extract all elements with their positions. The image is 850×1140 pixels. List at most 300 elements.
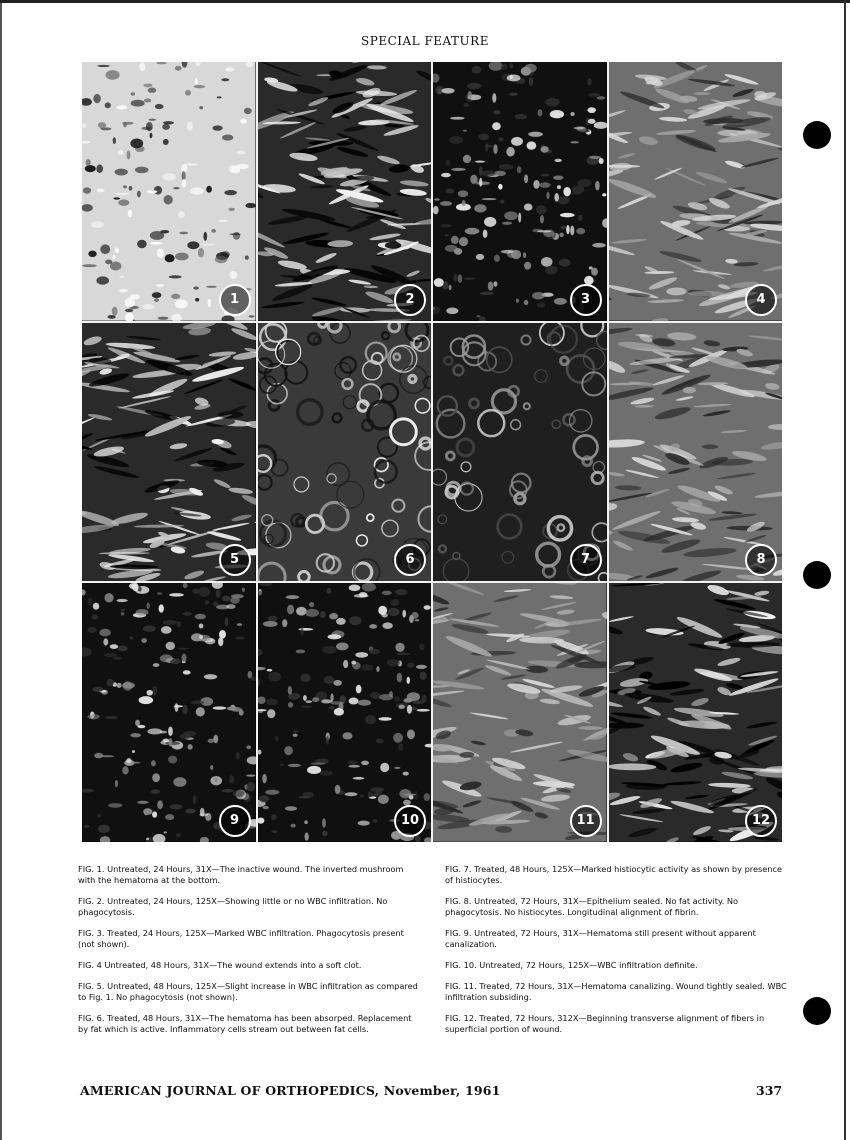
tissue-texture: [523, 252, 526, 258]
tissue-texture: [175, 299, 188, 308]
tissue-texture: [131, 100, 145, 107]
tissue-texture: [323, 676, 334, 684]
tissue-texture: [494, 255, 500, 262]
tissue-texture: [222, 134, 233, 140]
tissue-texture: [475, 161, 485, 163]
tissue-texture: [595, 181, 600, 191]
tissue-texture: [560, 225, 566, 229]
tissue-texture: [246, 746, 251, 750]
tissue-texture: [196, 635, 211, 642]
tissue-texture: [303, 695, 307, 701]
figure-panel-5: [82, 323, 256, 582]
tissue-texture: [110, 262, 121, 271]
tissue-texture: [112, 307, 118, 316]
tissue-texture: [476, 254, 484, 260]
tissue-texture: [135, 720, 140, 726]
tissue-texture: [292, 730, 298, 732]
tissue-texture: [446, 159, 450, 166]
tissue-texture: [159, 731, 167, 734]
tissue-texture: [199, 635, 203, 639]
tissue-texture: [229, 165, 237, 173]
tissue-texture: [104, 593, 113, 602]
tissue-texture: [175, 66, 182, 71]
figure-panel-11: [433, 583, 607, 842]
tissue-texture: [348, 585, 360, 592]
tissue-texture: [171, 294, 180, 299]
figure-panel-6: [258, 323, 432, 582]
tissue-texture: [355, 652, 368, 658]
tissue-texture: [414, 791, 417, 800]
tissue-texture: [361, 583, 375, 591]
tissue-texture: [423, 793, 430, 801]
tissue-texture: [178, 211, 185, 218]
tissue-texture: [230, 271, 238, 279]
tissue-texture: [105, 102, 111, 108]
tissue-texture: [504, 211, 518, 220]
tissue-texture: [173, 187, 179, 189]
tissue-texture: [493, 281, 497, 286]
tissue-texture: [322, 819, 326, 829]
tissue-texture: [99, 629, 110, 637]
tissue-texture: [591, 268, 598, 276]
tissue-texture: [511, 137, 523, 146]
tissue-texture: [194, 85, 206, 88]
micrograph-12: [609, 583, 783, 842]
tissue-texture: [563, 187, 571, 196]
tissue-texture: [545, 98, 559, 107]
tissue-texture: [365, 715, 376, 724]
tissue-texture: [91, 221, 104, 228]
tissue-texture: [164, 832, 167, 834]
tissue-texture: [210, 765, 213, 770]
tissue-texture: [92, 615, 98, 620]
tissue-texture: [236, 151, 245, 155]
tissue-texture: [540, 215, 544, 223]
tissue-texture: [396, 653, 411, 656]
tissue-texture: [130, 138, 143, 148]
tissue-texture: [193, 795, 196, 805]
tissue-texture: [282, 620, 287, 628]
tissue-texture: [150, 242, 162, 245]
page-edge-top: [0, 0, 850, 3]
tissue-texture: [86, 159, 91, 166]
micrograph-6: [258, 323, 432, 582]
tissue-texture: [258, 711, 263, 713]
tissue-texture: [137, 801, 149, 804]
tissue-texture: [100, 244, 110, 254]
tissue-texture: [118, 199, 129, 205]
tissue-texture: [152, 686, 157, 696]
tissue-texture: [463, 130, 467, 132]
tissue-texture: [268, 672, 281, 682]
tissue-texture: [262, 774, 267, 784]
tissue-texture: [378, 717, 391, 721]
tissue-texture: [136, 609, 149, 615]
tissue-texture: [462, 200, 466, 206]
micrograph-8: [609, 323, 783, 582]
tissue-texture: [108, 803, 122, 808]
caption-fig-9: FIG. 9. Untreated, 72 Hours, 31X—Hematoma still present without apparent canalization.: [445, 928, 756, 949]
tissue-texture: [541, 174, 549, 177]
tissue-texture: [103, 639, 108, 646]
tissue-texture: [352, 777, 364, 780]
tissue-texture: [500, 200, 505, 204]
captions-right-column: [445, 864, 790, 1045]
tissue-texture: [370, 692, 381, 699]
tissue-texture: [412, 701, 424, 705]
tissue-texture: [398, 744, 403, 751]
tissue-texture: [122, 766, 129, 774]
tissue-texture: [120, 609, 125, 612]
tissue-texture: [518, 213, 521, 223]
tissue-texture: [185, 90, 191, 96]
tissue-texture: [481, 170, 495, 176]
tissue-texture: [169, 275, 182, 278]
tissue-texture: [406, 730, 414, 740]
tissue-texture: [271, 814, 276, 820]
tissue-texture: [187, 744, 192, 750]
tissue-texture: [328, 706, 334, 709]
figure-panel-9: [82, 583, 256, 842]
tissue-texture: [98, 814, 101, 818]
captions-left-column: [78, 864, 423, 1045]
tissue-texture: [129, 637, 132, 640]
micrograph-plate: [82, 62, 782, 842]
tissue-texture: [153, 663, 160, 667]
tissue-texture: [451, 236, 459, 244]
tissue-texture: [493, 144, 497, 154]
tissue-texture: [442, 88, 455, 94]
figure-captions: [78, 864, 788, 1045]
tissue-texture: [465, 228, 480, 235]
tissue-texture: [222, 789, 234, 793]
micrograph-3: [433, 62, 607, 321]
tissue-texture: [100, 755, 114, 757]
tissue-texture: [290, 824, 295, 828]
tissue-texture: [221, 78, 229, 81]
tissue-texture: [112, 255, 115, 260]
tissue-texture: [191, 701, 205, 705]
tissue-texture: [161, 626, 172, 634]
tissue-texture: [219, 220, 228, 222]
tissue-texture: [537, 303, 546, 308]
tissue-texture: [361, 761, 369, 766]
tissue-texture: [320, 611, 325, 618]
tissue-texture: [163, 139, 169, 145]
tissue-texture: [230, 233, 241, 235]
tissue-texture: [279, 764, 283, 767]
tissue-texture: [84, 825, 90, 828]
tissue-texture: [183, 731, 196, 736]
tissue-texture: [218, 637, 223, 646]
tissue-texture: [393, 733, 403, 743]
micrograph-10: [258, 583, 432, 842]
tissue-texture: [148, 119, 156, 121]
tissue-texture: [498, 137, 503, 141]
tissue-texture: [367, 791, 371, 798]
tissue-texture: [165, 814, 174, 820]
caption-fig-6: FIG. 6. Treated, 48 Hours, 31X—The hematoma has been absorped. Replacement by fat which is active. Inflammatory cells stream out between fat cells.: [78, 1013, 412, 1034]
tissue-texture: [199, 814, 208, 817]
tissue-texture: [160, 230, 169, 233]
tissue-texture: [208, 739, 215, 743]
micrograph-1: [82, 62, 256, 321]
tissue-texture: [160, 655, 173, 663]
tissue-texture: [501, 64, 508, 70]
tissue-texture: [148, 88, 157, 93]
tissue-texture: [168, 727, 173, 737]
punch-hole-top: [803, 121, 831, 149]
tissue-texture: [357, 700, 370, 706]
tissue-texture: [93, 603, 99, 610]
tissue-texture: [388, 691, 392, 697]
tissue-texture: [262, 621, 277, 627]
tissue-texture: [450, 117, 465, 120]
caption-fig-8: FIG. 8. Untreated, 72 Hours, 31X—Epithelium sealed. No fat activity. No phagocytosis. No histiocytes. Longitudinal alignment of fibrin.: [445, 896, 739, 917]
tissue-texture: [214, 777, 217, 782]
tissue-texture: [196, 707, 205, 716]
tissue-texture: [225, 618, 228, 627]
tissue-texture: [322, 646, 336, 654]
tissue-texture: [336, 618, 346, 625]
tissue-texture: [485, 143, 488, 152]
tissue-texture: [378, 606, 387, 615]
tissue-texture: [419, 644, 424, 651]
tissue-texture: [149, 133, 152, 139]
tissue-texture: [213, 602, 218, 607]
tissue-texture: [96, 164, 103, 172]
tissue-texture: [100, 127, 111, 130]
tissue-texture: [183, 705, 188, 715]
tissue-texture: [381, 591, 391, 595]
tissue-texture: [154, 298, 159, 301]
tissue-texture: [369, 649, 380, 654]
tissue-texture: [242, 588, 245, 592]
tissue-texture: [419, 672, 426, 680]
figure-number-11: 11: [570, 805, 602, 837]
tissue-texture: [179, 232, 188, 235]
tissue-texture: [113, 137, 116, 144]
micrograph-11: [433, 583, 607, 842]
tissue-texture: [592, 243, 606, 248]
figure-panel-8: [609, 323, 783, 582]
tissue-texture: [587, 107, 596, 113]
tissue-texture: [507, 75, 521, 82]
tissue-texture: [288, 764, 301, 767]
tissue-texture: [470, 175, 477, 184]
tissue-texture: [156, 284, 164, 287]
tissue-texture: [321, 831, 327, 837]
tissue-texture: [506, 147, 514, 157]
tissue-texture: [574, 127, 585, 130]
tissue-texture: [493, 110, 500, 114]
tissue-texture: [454, 274, 458, 282]
tissue-texture: [451, 168, 466, 171]
tissue-texture: [110, 645, 119, 650]
tissue-texture: [151, 761, 156, 767]
tissue-texture: [449, 285, 452, 291]
tissue-texture: [527, 141, 537, 149]
tissue-texture: [355, 685, 361, 694]
tissue-texture: [286, 605, 293, 615]
tissue-texture: [480, 292, 494, 296]
caption-fig-11: FIG. 11. Treated, 72 Hours, 31X—Hematoma canalizing. Wound tightly sealed. WBC infiltration subsiding.: [445, 981, 787, 1002]
tissue-texture: [408, 795, 413, 799]
tissue-texture: [525, 64, 537, 73]
tissue-texture: [387, 608, 399, 616]
tissue-texture: [537, 230, 551, 232]
tissue-texture: [541, 257, 552, 267]
tissue-texture: [141, 638, 146, 643]
tissue-texture: [198, 587, 210, 597]
tissue-texture: [351, 661, 356, 665]
tissue-texture: [304, 833, 308, 841]
tissue-texture: [476, 315, 480, 317]
figure-number-9: 9: [219, 805, 251, 837]
tissue-texture: [131, 92, 135, 95]
tissue-texture: [115, 780, 118, 787]
tissue-texture: [330, 702, 344, 705]
tissue-texture: [445, 245, 458, 252]
tissue-texture: [115, 248, 119, 254]
figure-number-1: 1: [219, 284, 251, 316]
tissue-texture: [237, 624, 242, 627]
tissue-texture: [173, 777, 186, 787]
tissue-texture: [123, 185, 127, 188]
tissue-texture: [361, 664, 373, 671]
tissue-texture: [459, 237, 468, 246]
tissue-texture: [576, 228, 585, 234]
journal-footer: AMERICAN JOURNAL OF ORTHOPEDICS, November, 1961: [80, 1083, 501, 1098]
tissue-texture: [82, 264, 97, 267]
tissue-texture: [144, 98, 151, 102]
tissue-texture: [229, 776, 234, 784]
tissue-texture: [479, 178, 482, 187]
tissue-texture: [390, 599, 399, 606]
tissue-texture: [403, 698, 412, 703]
tissue-texture: [375, 739, 383, 744]
tissue-texture: [300, 674, 310, 682]
tissue-texture: [139, 62, 145, 71]
tissue-texture: [82, 123, 86, 128]
tissue-texture: [510, 75, 513, 79]
tissue-texture: [245, 255, 249, 260]
tissue-texture: [458, 274, 462, 283]
tissue-texture: [163, 739, 170, 743]
tissue-texture: [588, 78, 592, 85]
tissue-texture: [517, 166, 521, 173]
tissue-texture: [116, 105, 127, 109]
punch-hole-middle: [803, 561, 831, 589]
tissue-texture: [182, 179, 186, 187]
tissue-texture: [198, 248, 204, 258]
tissue-texture: [113, 197, 120, 199]
tissue-texture: [300, 628, 303, 636]
tissue-texture: [384, 242, 400, 249]
tissue-texture: [325, 736, 328, 745]
tissue-texture: [434, 278, 444, 287]
tissue-texture: [476, 181, 490, 184]
tissue-texture: [205, 601, 209, 605]
figure-panel-4: [609, 62, 783, 321]
tissue-texture: [267, 709, 275, 718]
tissue-texture: [259, 796, 269, 803]
micrograph-7: [433, 323, 607, 582]
tissue-texture: [262, 806, 268, 809]
tissue-texture: [382, 623, 392, 630]
tissue-texture: [244, 108, 252, 114]
tissue-texture: [183, 612, 192, 616]
tissue-texture: [305, 701, 312, 704]
tissue-texture: [139, 696, 154, 704]
tissue-texture: [187, 241, 199, 249]
figure-number-10: 10: [394, 805, 426, 837]
tissue-texture: [98, 122, 106, 128]
tissue-texture: [284, 746, 293, 755]
tissue-texture: [195, 78, 198, 85]
tissue-texture: [208, 299, 211, 308]
tissue-texture: [248, 315, 254, 317]
tissue-texture: [570, 141, 579, 143]
figure-number-3: 3: [570, 284, 602, 316]
tissue-texture: [550, 110, 564, 118]
tissue-texture: [446, 189, 455, 194]
tissue-texture: [327, 635, 341, 640]
tissue-texture: [181, 164, 187, 172]
tissue-texture: [117, 683, 122, 688]
tissue-texture: [509, 63, 513, 68]
caption-fig-2: FIG. 2. Untreated, 24 Hours, 125X—Showing little or no WBC infiltration. No phagocytosis.: [78, 896, 388, 917]
tissue-texture: [113, 657, 122, 660]
tissue-texture: [380, 763, 389, 772]
tissue-texture: [474, 204, 486, 212]
caption-fig-7: FIG. 7. Treated, 48 Hours, 125X—Marked histiocytic activity as shown by presence of histiocytes.: [445, 864, 783, 885]
tissue-texture: [336, 643, 349, 651]
tissue-texture: [114, 169, 127, 176]
tissue-texture: [87, 715, 99, 720]
micrograph-9: [82, 583, 256, 842]
tissue-texture: [348, 765, 360, 768]
tissue-texture: [398, 705, 405, 709]
tissue-texture: [472, 66, 482, 74]
tissue-texture: [141, 127, 151, 130]
tissue-texture: [233, 232, 240, 240]
tissue-texture: [147, 690, 153, 696]
micrograph-4: [609, 62, 783, 321]
tissue-texture: [183, 583, 188, 588]
tissue-texture: [213, 735, 218, 744]
tissue-texture: [176, 833, 181, 837]
tissue-texture: [143, 809, 152, 816]
tissue-texture: [357, 821, 369, 826]
tissue-texture: [117, 599, 128, 602]
tissue-texture: [163, 620, 177, 625]
tissue-texture: [492, 122, 501, 130]
tissue-texture: [304, 821, 307, 825]
micrograph-2: [258, 62, 432, 321]
tissue-texture: [509, 92, 517, 96]
tissue-texture: [142, 304, 155, 309]
page-number: 337: [756, 1083, 783, 1098]
tissue-texture: [536, 205, 547, 214]
tissue-texture: [300, 706, 312, 708]
tissue-texture: [135, 167, 149, 174]
tissue-texture: [107, 679, 114, 686]
tissue-texture: [307, 766, 321, 774]
tissue-texture: [137, 240, 147, 248]
tissue-texture: [166, 642, 175, 650]
tissue-texture: [228, 208, 234, 211]
